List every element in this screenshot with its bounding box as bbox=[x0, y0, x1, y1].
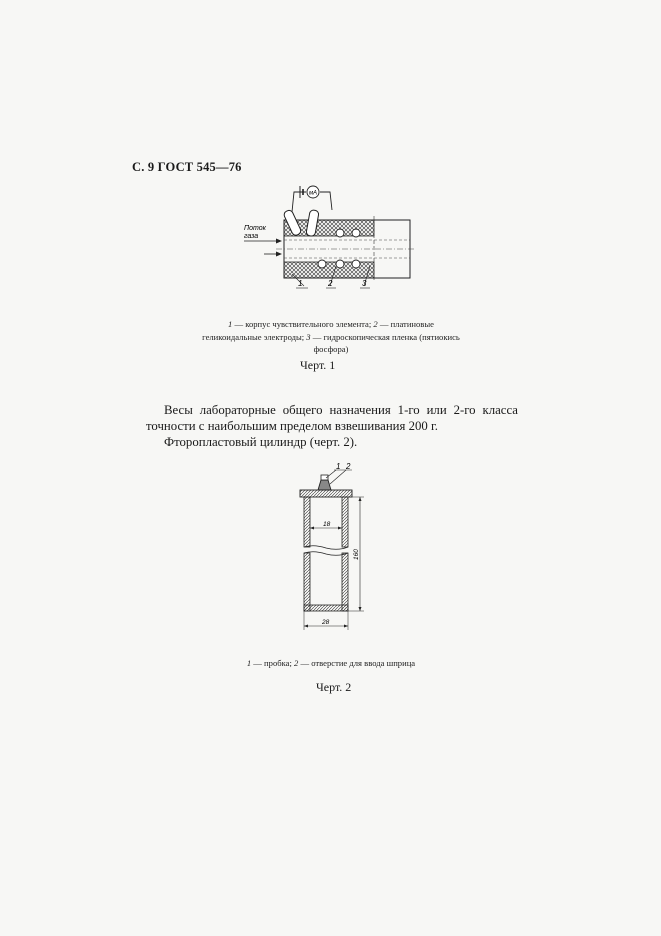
figure-1-title: Черт. 1 bbox=[300, 358, 336, 372]
figure-1-sensor-diagram bbox=[236, 180, 436, 295]
flow-label-1: Поток bbox=[244, 225, 266, 232]
dim-outer-diameter: 28 bbox=[322, 619, 330, 626]
fig2-part-number-2: 2 bbox=[346, 462, 351, 471]
dim-inner-diameter: 18 bbox=[323, 521, 331, 528]
figure-2-cylinder-diagram bbox=[290, 460, 380, 632]
body-paragraph bbox=[146, 402, 518, 450]
page-header: С. 9 ГОСТ 545—76 bbox=[132, 160, 242, 174]
fig1-part-number-3: 3 bbox=[362, 279, 367, 288]
figure-2-title: Черт. 2 bbox=[316, 680, 352, 694]
figure-1-caption: 1 — корпус чувствительного элемента; 2 — платиновые геликоидальные электроды; 3 — гидроскопическая пленка (пятиокись фосфора) bbox=[202, 319, 460, 354]
paragraph-line-1: Весы лабораторные общего назначения 1-го или 2-го класса bbox=[164, 403, 518, 417]
dim-height: 160 bbox=[353, 549, 360, 560]
flow-label-2: газа bbox=[244, 233, 259, 240]
figure-2-caption: 1 — пробка; 2 — отверстие для ввода шприца bbox=[246, 658, 416, 668]
fig2-part-number-1: 1 bbox=[336, 462, 341, 471]
paragraph-line-2: точности с наибольшим пределом взвешивания 200 г. bbox=[146, 419, 438, 433]
fig1-part-number-1: 1 bbox=[298, 279, 303, 288]
meter-label: мА bbox=[308, 190, 318, 197]
fig1-part-number-2: 2 bbox=[328, 279, 333, 288]
paragraph-line-3: Фторопластовый цилиндр (черт. 2). bbox=[164, 435, 358, 449]
